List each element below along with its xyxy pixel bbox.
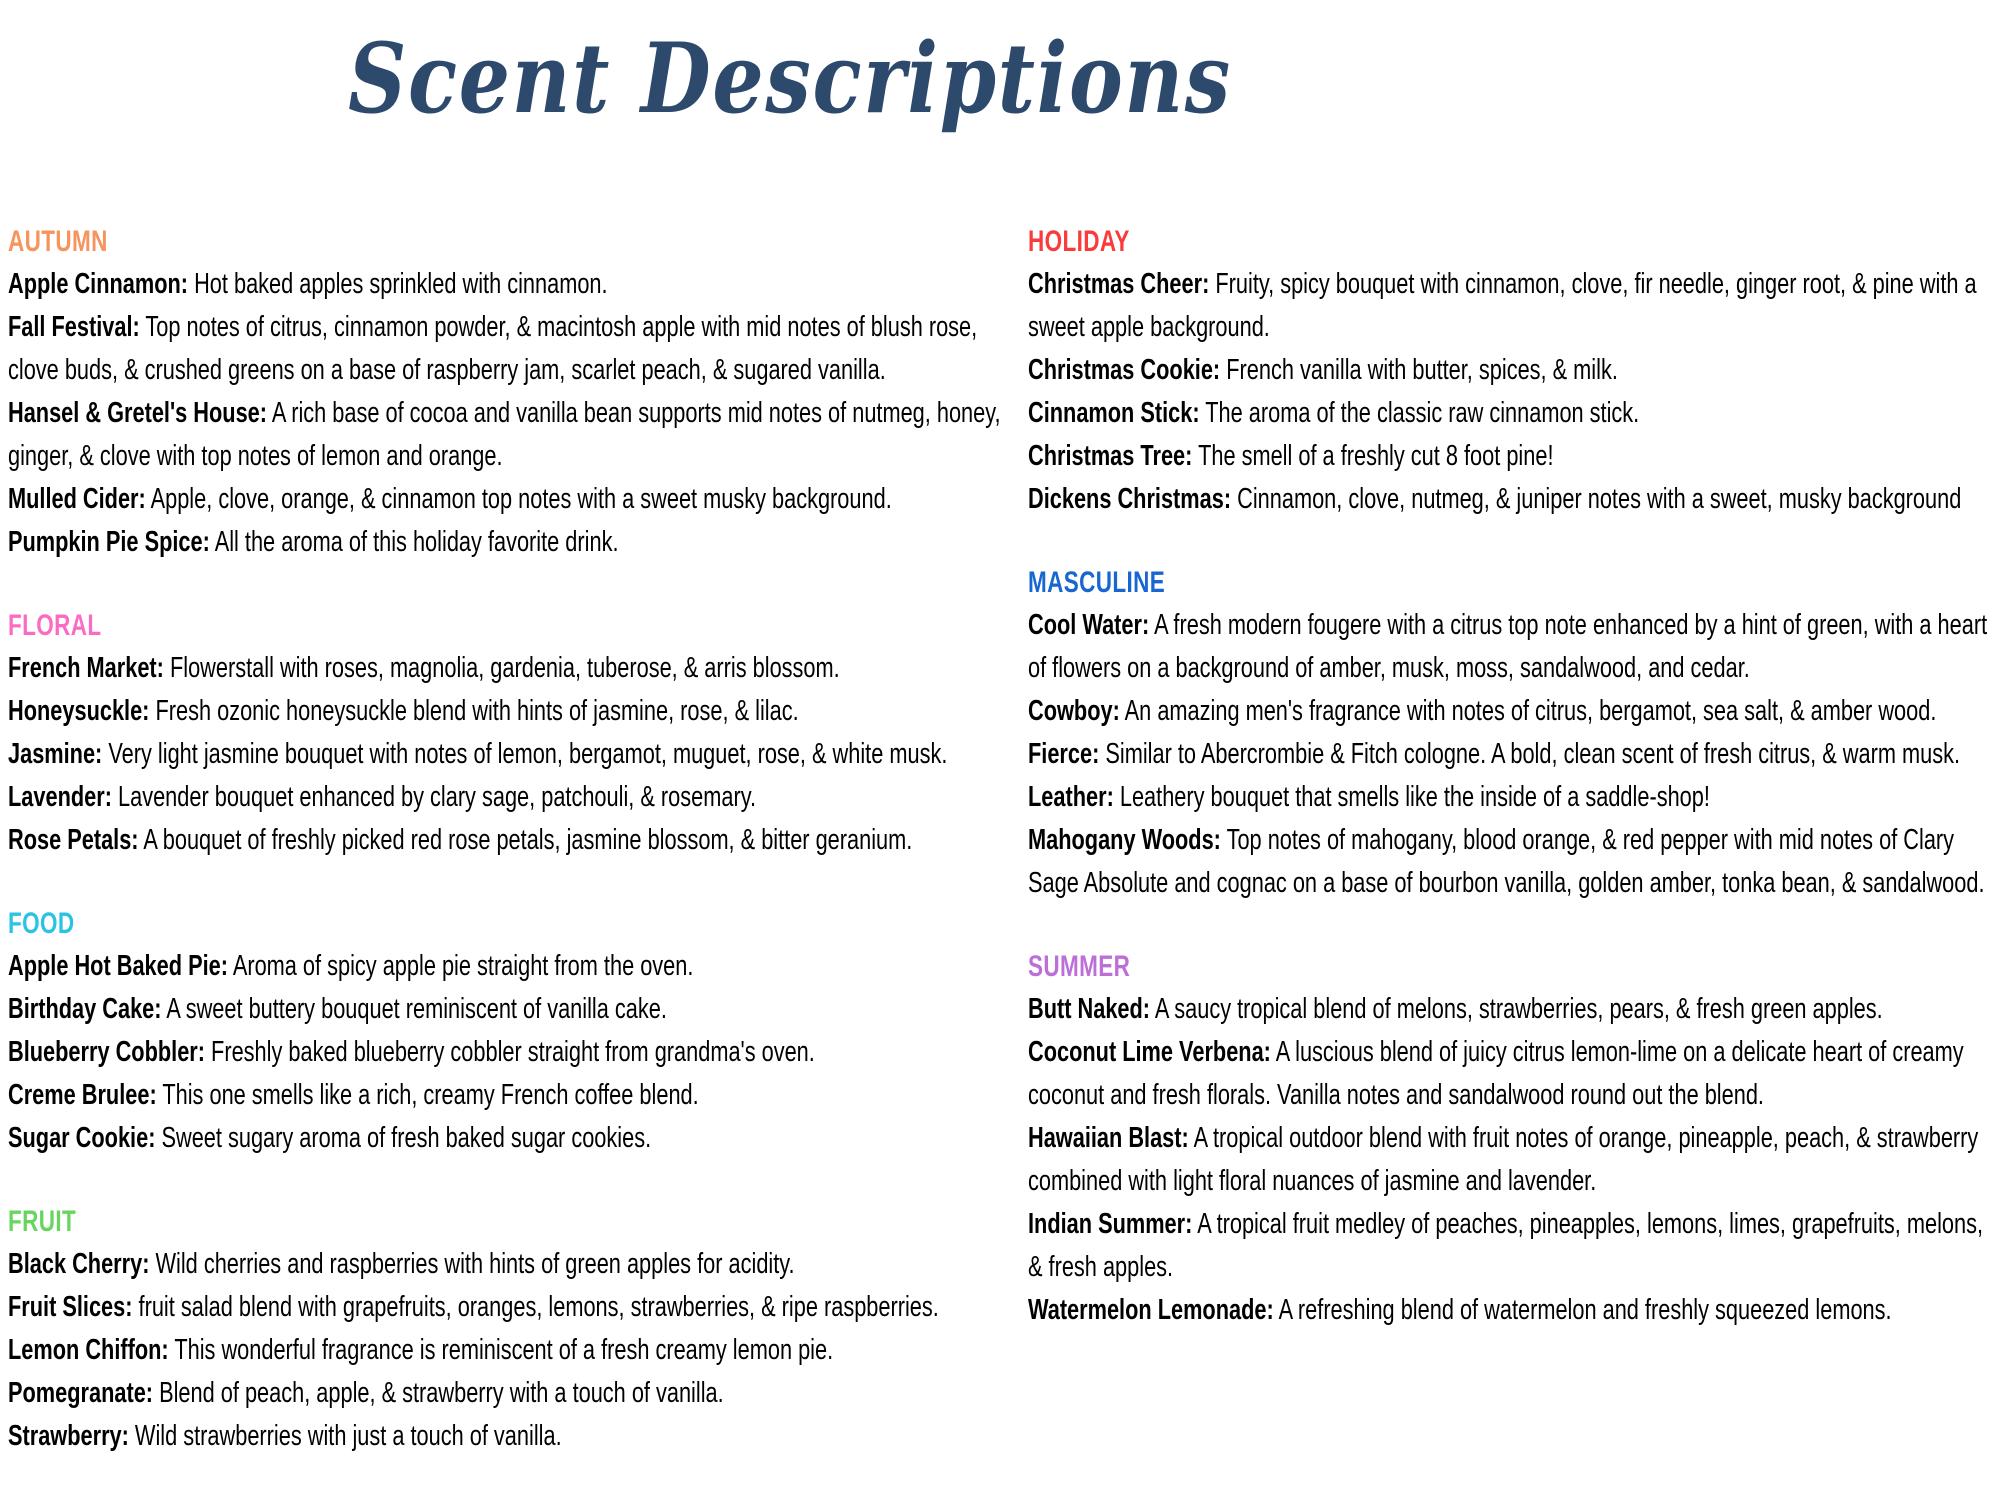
section-floral — [8, 604, 1020, 862]
left-column — [8, 220, 1020, 1458]
scent-item-coconut-lime-verbena — [1028, 1031, 1994, 1117]
scent-desc: A saucy tropical blend of melons, strawberries, pears, & fresh green apples. — [1154, 993, 1883, 1025]
scent-name: Rose Petals: — [8, 824, 139, 856]
scent-name: Hawaiian Blast: — [1028, 1122, 1189, 1154]
scent-name: Leather: — [1028, 781, 1114, 813]
section-heading-autumn: AUTUMN — [8, 225, 108, 258]
scent-item-indian-summer — [1028, 1203, 1994, 1289]
page-header — [0, 6, 1580, 151]
scent-item-creme-brulee — [8, 1074, 1020, 1117]
scent-desc: Top notes of mahogany, blood orange, & red pepper with mid notes of Clary Sage Absolute and cognac on a base of bourbon vanilla, golden amber, tonka bean, & sandalwood. — [1028, 824, 1985, 899]
scent-name: Dickens Christmas: — [1028, 483, 1232, 515]
scent-item-leather — [1028, 776, 1994, 819]
scent-desc: Lavender bouquet enhanced by clary sage, patchouli, & rosemary. — [118, 781, 757, 813]
scent-name: Christmas Cheer: — [1028, 268, 1210, 300]
scent-item-cool-water — [1028, 604, 1994, 690]
scent-desc: Top notes of citrus, cinnamon powder, & macintosh apple with mid notes of blush rose, clove buds, & crushed greens on a base of raspberry jam, scarlet peach, & sugared vanilla. — [8, 311, 978, 386]
scent-desc: Very light jasmine bouquet with notes of lemon, bergamot, muguet, rose, & white musk. — [108, 738, 948, 770]
scent-item-mahogany-woods — [1028, 819, 1994, 905]
scent-desc: A luscious blend of juicy citrus lemon-lime on a delicate heart of creamy coconut and fresh florals. Vanilla notes and sandalwood round out the blend. — [1028, 1036, 1964, 1111]
scent-item-dickens-christmas — [1028, 478, 1994, 521]
scent-name: Indian Summer: — [1028, 1208, 1193, 1240]
scent-item-butt-naked — [1028, 988, 1994, 1031]
scent-desc: A sweet buttery bouquet reminiscent of vanilla cake. — [166, 993, 667, 1025]
scent-item-christmas-cookie — [1028, 349, 1994, 392]
section-heading-fruit: FRUIT — [8, 1205, 77, 1238]
scent-item-lavender — [8, 776, 1020, 819]
section-masculine — [1028, 561, 1994, 905]
scent-item-hawaiian-blast — [1028, 1117, 1994, 1203]
scent-name: Pomegranate: — [8, 1377, 154, 1409]
scent-name: Creme Brulee: — [8, 1079, 157, 1111]
scent-name: Christmas Tree: — [1028, 440, 1193, 472]
scent-name: Apple Cinnamon: — [8, 268, 189, 300]
section-food — [8, 902, 1020, 1160]
scent-desc: Leathery bouquet that smells like the inside of a saddle-shop! — [1119, 781, 1710, 813]
scent-name: Mulled Cider: — [8, 483, 146, 515]
scent-item-pomegranate — [8, 1372, 1020, 1415]
scent-name: Birthday Cake: — [8, 993, 162, 1025]
right-column — [1028, 220, 1994, 1332]
scent-desc: The smell of a freshly cut 8 foot pine! — [1198, 440, 1554, 472]
scent-item-birthday-cake — [8, 988, 1020, 1031]
scent-name: Watermelon Lemonade: — [1028, 1294, 1274, 1326]
scent-desc: Hot baked apples sprinkled with cinnamon. — [194, 268, 608, 300]
scent-desc: A rich base of cocoa and vanilla bean supports mid notes of nutmeg, honey, ginger, & clove with top notes of lemon and orange. — [8, 397, 1001, 472]
scent-desc: Cinnamon, clove, nutmeg, & juniper notes with a sweet, musky background — [1237, 483, 1962, 515]
scent-name: Black Cherry: — [8, 1248, 150, 1280]
scent-desc: Fruity, spicy bouquet with cinnamon, clove, fir needle, ginger root, & pine with a sweet apple background. — [1028, 268, 1977, 343]
scent-desc: Freshly baked blueberry cobbler straight from grandma's oven. — [211, 1036, 815, 1068]
scent-name: Apple Hot Baked Pie: — [8, 950, 228, 982]
scent-name: Cool Water: — [1028, 609, 1150, 641]
scent-desc: The aroma of the classic raw cinnamon stick. — [1205, 397, 1640, 429]
scent-name: Strawberry: — [8, 1420, 129, 1452]
scent-item-apple-cinnamon — [8, 263, 1020, 306]
page-title: Scent Descriptions — [348, 22, 1232, 135]
scent-name: Blueberry Cobbler: — [8, 1036, 206, 1068]
section-summer — [1028, 945, 1994, 1332]
scent-name: Butt Naked: — [1028, 993, 1151, 1025]
scent-desc: Wild strawberries with just a touch of vanilla. — [134, 1420, 562, 1452]
scent-item-apple-hot-baked-pie — [8, 945, 1020, 988]
scent-item-french-market — [8, 647, 1020, 690]
scent-name: Hansel & Gretel's House: — [8, 397, 268, 429]
scent-item-blueberry-cobbler — [8, 1031, 1020, 1074]
scent-desc: A tropical fruit medley of peaches, pineapples, lemons, limes, grapefruits, melons, & fresh apples. — [1028, 1208, 1984, 1283]
scent-desc: Wild cherries and raspberries with hints of green apples for acidity. — [155, 1248, 795, 1280]
scent-name: Lavender: — [8, 781, 112, 813]
scent-desc: Blend of peach, apple, & strawberry with a touch of vanilla. — [159, 1377, 724, 1409]
scent-item-watermelon-lemonade — [1028, 1289, 1994, 1332]
scent-name: Lemon Chiffon: — [8, 1334, 169, 1366]
scent-name: Christmas Cookie: — [1028, 354, 1221, 386]
scent-desc: Aroma of spicy apple pie straight from the oven. — [232, 950, 694, 982]
scent-item-honeysuckle — [8, 690, 1020, 733]
scent-name: Mahogany Woods: — [1028, 824, 1221, 856]
scent-item-mulled-cider — [8, 478, 1020, 521]
scent-name: Coconut Lime Verbena: — [1028, 1036, 1271, 1068]
scent-desc: A refreshing blend of watermelon and freshly squeezed lemons. — [1278, 1294, 1892, 1326]
scent-desc: Apple, clove, orange, & cinnamon top notes with a sweet musky background. — [150, 483, 892, 515]
scent-item-sugar-cookie — [8, 1117, 1020, 1160]
scent-name: Jasmine: — [8, 738, 103, 770]
scent-desc: Sweet sugary aroma of fresh baked sugar cookies. — [161, 1122, 652, 1154]
scent-item-fruit-slices — [8, 1286, 1020, 1329]
scent-desc: fruit salad blend with grapefruits, oranges, lemons, strawberries, & ripe raspberries. — [138, 1291, 939, 1323]
scent-name: Fierce: — [1028, 738, 1100, 770]
scent-desc: This wonderful fragrance is reminiscent of a fresh creamy lemon pie. — [174, 1334, 834, 1366]
section-heading-floral: FLORAL — [8, 609, 102, 642]
scent-desc: Fresh ozonic honeysuckle blend with hints of jasmine, rose, & lilac. — [155, 695, 799, 727]
scent-name: Fall Festival: — [8, 311, 140, 343]
scent-item-lemon-chiffon — [8, 1329, 1020, 1372]
scent-desc: This one smells like a rich, creamy French coffee blend. — [162, 1079, 699, 1111]
scent-item-christmas-tree — [1028, 435, 1994, 478]
scent-item-cinnamon-stick — [1028, 392, 1994, 435]
scent-item-fierce — [1028, 733, 1994, 776]
scent-item-jasmine — [8, 733, 1020, 776]
scent-name: Fruit Slices: — [8, 1291, 133, 1323]
scent-desc: French vanilla with butter, spices, & milk. — [1226, 354, 1618, 386]
scent-item-christmas-cheer — [1028, 263, 1994, 349]
section-fruit — [8, 1200, 1020, 1458]
scent-name: Sugar Cookie: — [8, 1122, 156, 1154]
scent-name: French Market: — [8, 652, 164, 684]
right-column-content — [1028, 220, 1994, 1332]
scent-item-black-cherry — [8, 1243, 1020, 1286]
scent-item-pumpkin-pie-spice — [8, 521, 1020, 564]
scent-item-strawberry — [8, 1415, 1020, 1458]
scent-desc: A tropical outdoor blend with fruit notes of orange, pineapple, peach, & strawberry combined with light floral nuances of jasmine and lavender. — [1028, 1122, 1979, 1197]
scent-name: Honeysuckle: — [8, 695, 150, 727]
scent-name: Cinnamon Stick: — [1028, 397, 1200, 429]
scent-name: Pumpkin Pie Spice: — [8, 526, 210, 558]
scent-item-cowboy — [1028, 690, 1994, 733]
section-heading-food: FOOD — [8, 907, 75, 940]
scent-desc: A bouquet of freshly picked red rose petals, jasmine blossom, & bitter geranium. — [143, 824, 913, 856]
section-heading-masculine: MASCULINE — [1028, 566, 1166, 599]
scent-desc: Flowerstall with roses, magnolia, gardenia, tuberose, & arris blossom. — [169, 652, 840, 684]
scent-desc: An amazing men's fragrance with notes of citrus, bergamot, sea salt, & amber wood. — [1124, 695, 1937, 727]
scent-name: Cowboy: — [1028, 695, 1120, 727]
section-heading-summer: SUMMER — [1028, 950, 1131, 983]
scent-desc: All the aroma of this holiday favorite drink. — [214, 526, 619, 558]
scent-item-rose-petals — [8, 819, 1020, 862]
scent-desc: Similar to Abercrombie & Fitch cologne. A bold, clean scent of fresh citrus, & warm musk. — [1105, 738, 1961, 770]
left-column-content — [8, 220, 1020, 1458]
scent-item-fall-festival — [8, 306, 1020, 392]
scent-desc: A fresh modern fougere with a citrus top note enhanced by a hint of green, with a heart of flowers on a background of amber, musk, moss, sandalwood, and cedar. — [1028, 609, 1988, 684]
section-autumn — [8, 220, 1020, 564]
section-holiday — [1028, 220, 1994, 521]
section-heading-holiday: HOLIDAY — [1028, 225, 1130, 258]
scent-item-hansel-gretels-house — [8, 392, 1020, 478]
